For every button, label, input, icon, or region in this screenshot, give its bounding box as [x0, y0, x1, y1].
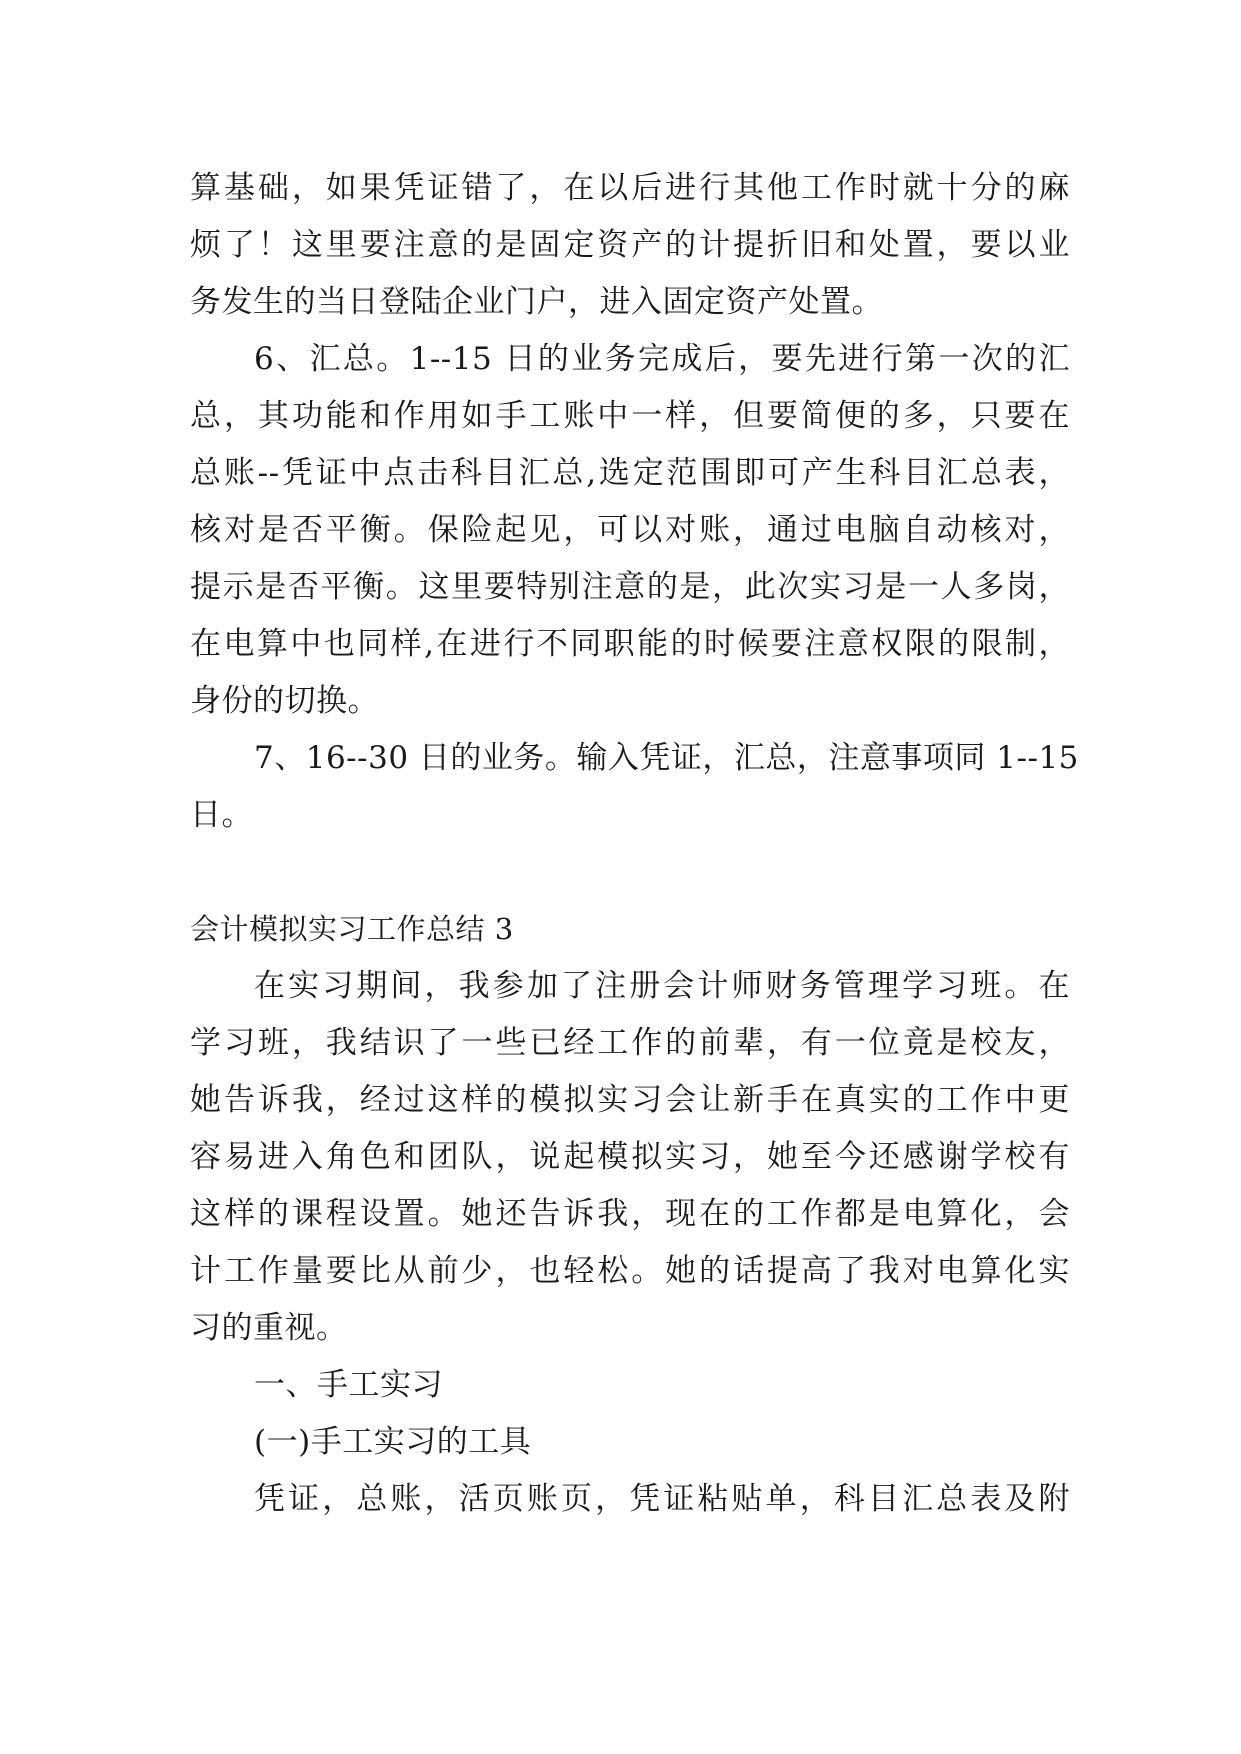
- text-line: 务发生的当日登陆企业门户，进入固定资产处置。: [190, 284, 883, 320]
- text-line: 凭证，总账，活页账页，凭证粘贴单，科目汇总表及附: [254, 1481, 1070, 1517]
- paragraph-continuation: [190, 160, 1070, 331]
- paragraph-tools: [190, 1471, 1070, 1528]
- text-line: 容易进入角色和团队，说起模拟实习，她至今还感谢学校有: [190, 1139, 1070, 1175]
- text-line: 学习班，我结识了一些已经工作的前辈，有一位竟是校友，: [190, 1025, 1070, 1061]
- paragraph-step-6: [190, 331, 1070, 730]
- text-line: 核对是否平衡。保险起见，可以对账，通过电脑自动核对，: [190, 512, 1070, 548]
- section-title: 会计模拟实习工作总结 3: [190, 912, 514, 946]
- text-line: 算基础，如果凭证错了，在以后进行其他工作时就十分的麻: [190, 170, 1070, 206]
- text-line: 总账--凭证中点击科目汇总,选定范围即可产生科目汇总表，: [190, 455, 1070, 491]
- text-line: 这样的课程设置。她还告诉我，现在的工作都是电算化，会: [190, 1196, 1070, 1232]
- text-line: 身份的切换。: [190, 683, 379, 719]
- text-line: 烦了！这里要注意的是固定资产的计提折旧和处置，要以业: [190, 227, 1070, 263]
- text-line: 提示是否平衡。这里要特别注意的是，此次实习是一人多岗，: [190, 569, 1070, 605]
- paragraph-step-7: [190, 730, 1079, 844]
- text-line: 在电算中也同样,在进行不同职能的时候要注意权限的限制，: [190, 626, 1070, 662]
- text-line: 总，其功能和作用如手工账中一样，但要简便的多，只要在: [190, 398, 1070, 434]
- text-line: 计工作量要比从前少，也轻松。她的话提高了我对电算化实: [190, 1253, 1070, 1289]
- blank-line: [190, 844, 1070, 901]
- text-line: 习的重视。: [190, 1310, 348, 1346]
- text-line: 6、汇总。1--15 日的业务完成后，要先进行第一次的汇: [254, 341, 1070, 377]
- text-line: 日。: [190, 797, 253, 833]
- text-line: 她告诉我，经过这样的模拟实习会让新手在真实的工作中更: [190, 1082, 1070, 1118]
- subheading-manual-practice: 一、手工实习: [254, 1367, 443, 1403]
- text-line: 7、16--30 日的业务。输入凭证，汇总，注意事项同 1--15: [254, 740, 1079, 776]
- text-line: 在实习期间，我参加了注册会计师财务管理学习班。在: [254, 968, 1070, 1004]
- document-body: [190, 160, 1079, 1528]
- subheading-manual-tools: (一)手工实习的工具: [254, 1424, 532, 1460]
- paragraph-internship: [190, 958, 1070, 1357]
